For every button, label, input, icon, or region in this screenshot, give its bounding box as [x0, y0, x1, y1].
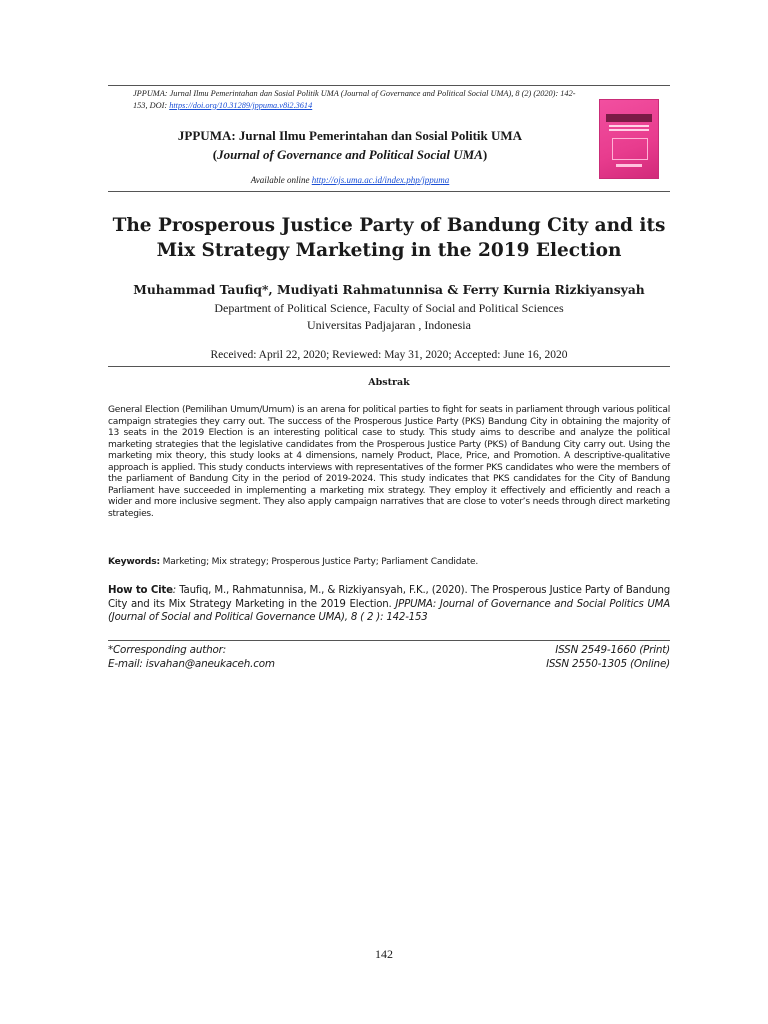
cover-frame: [612, 138, 648, 160]
header-bottom-rule: [108, 191, 670, 192]
header-citation-text: JPPUMA: Jurnal Ilmu Pemerintahan dan Sosial Politik UMA (Journal of Governance and Political Social UMA), 8 (2) (2020): 142-153, DOI:: [133, 89, 576, 110]
journal-url-link[interactable]: http://ojs.uma.ac.id/index.php/jppuma: [311, 175, 450, 185]
corresponding-author-label: *Corresponding author:: [108, 644, 227, 656]
journal-title-english: [108, 145, 592, 164]
keywords-label: Keywords:: [108, 557, 160, 567]
journal-title: [108, 126, 592, 164]
keywords-text: Marketing; Mix strategy; Prosperous Justice Party; Parliament Candidate.: [159, 557, 479, 567]
cover-footer: [616, 164, 642, 167]
abstract-heading: Abstrak: [368, 377, 410, 388]
affiliation: [108, 300, 670, 334]
journal-sub-text: Journal of Governance and Political Social UMA: [217, 147, 483, 162]
cover-stripe: [609, 125, 649, 127]
affiliation-university: Universitas Padjajaran , Indonesia: [307, 318, 471, 332]
abstract-body: General Election (Pemilihan Umum/Umum) is an arena for political parties to fight for seats in parliament through various political campaign strategies they carry out. The success of the Prosperous Justice Party (PKS) Bandung City in obtaining the majority of 13 seats in the 2019 Election is an interesting political case to study. This study aims to describe and analyze the political marketing strategies that the legislative candidates from the Prosperous Justice Party (PKS) of Bandung City carry out. Using the marketing mix theory, this study looks at 4 dimensions, namely Product, Place, Price, and Promotion. A descriptive-qualitative approach is applied. This study conducts interviews with representatives of the former PKS candidates who were the members of the parliament of Bandung City in the period of 2019-2024. This study indicates that PKS candidates for the City of Bandung Parliament have succeeded in implementing a marketing mix strategy. They employ it effectively and efficiently and reach a wider and more inclusive segment. They also apply campaign narratives that are close to voter’s needs through direct marketing strategies.: [108, 405, 670, 519]
paper-title: The Prosperous Justice Party of Bandung City and its Mix Strategy Marketing in the 2019 Election: [112, 215, 666, 261]
submission-dates: Received: April 22, 2020; Reviewed: May 31, 2020; Accepted: June 16, 2020: [210, 349, 568, 361]
footer-rule: [108, 640, 670, 641]
journal-title-main: JPPUMA: Jurnal Ilmu Pemerintahan dan Sosial Politik UMA: [177, 128, 523, 143]
how-to-cite-journal: JPPUMA: Journal of Governance and Social Politics UMA (Journal of Social and Political Governance UMA), 8 ( 2 ): 142-153: [108, 598, 670, 624]
author-email: E-mail: isvahan@aneukaceh.com: [108, 657, 275, 670]
page-number: 142: [375, 947, 393, 961]
doi-link[interactable]: https://doi.org/10.31289/jppuma.v8i2.3614: [169, 100, 313, 110]
available-label: Available online: [250, 175, 312, 185]
journal-cover-image: [600, 100, 658, 178]
how-to-cite: [108, 584, 670, 625]
dates-rule: [108, 366, 670, 367]
author-list: Muhammad Taufiq*, Mudiyati Rahmatunnisa & Ferry Kurnia Rizkiyansyah: [133, 282, 645, 297]
available-online: [108, 175, 592, 185]
keywords: [108, 557, 670, 567]
how-to-cite-colon: :: [172, 585, 177, 596]
issn-block: [420, 644, 670, 671]
header-citation: [133, 88, 578, 111]
corresponding-author-block: [108, 644, 408, 671]
affiliation-department: Department of Political Science, Faculty of Social and Political Sciences: [214, 301, 564, 315]
how-to-cite-text: Taufiq, M., Rahmatunnisa, M., & Rizkiyansyah, F.K., (2020). The Prosperous Justice Party of Bandung City and its Mix Strategy Marketing in the 2019 Election.: [108, 585, 670, 610]
cover-band: [606, 114, 652, 122]
how-to-cite-label: How to Cite: [108, 585, 173, 596]
issn-print: ISSN 2549-1660 (Print): [555, 644, 670, 656]
header-top-rule: [108, 85, 670, 86]
journal-sub-close: ): [482, 147, 488, 162]
cover-stripe: [609, 129, 649, 131]
issn-online: ISSN 2550-1305 (Online): [546, 657, 670, 670]
journal-sub-open: (: [212, 147, 218, 162]
